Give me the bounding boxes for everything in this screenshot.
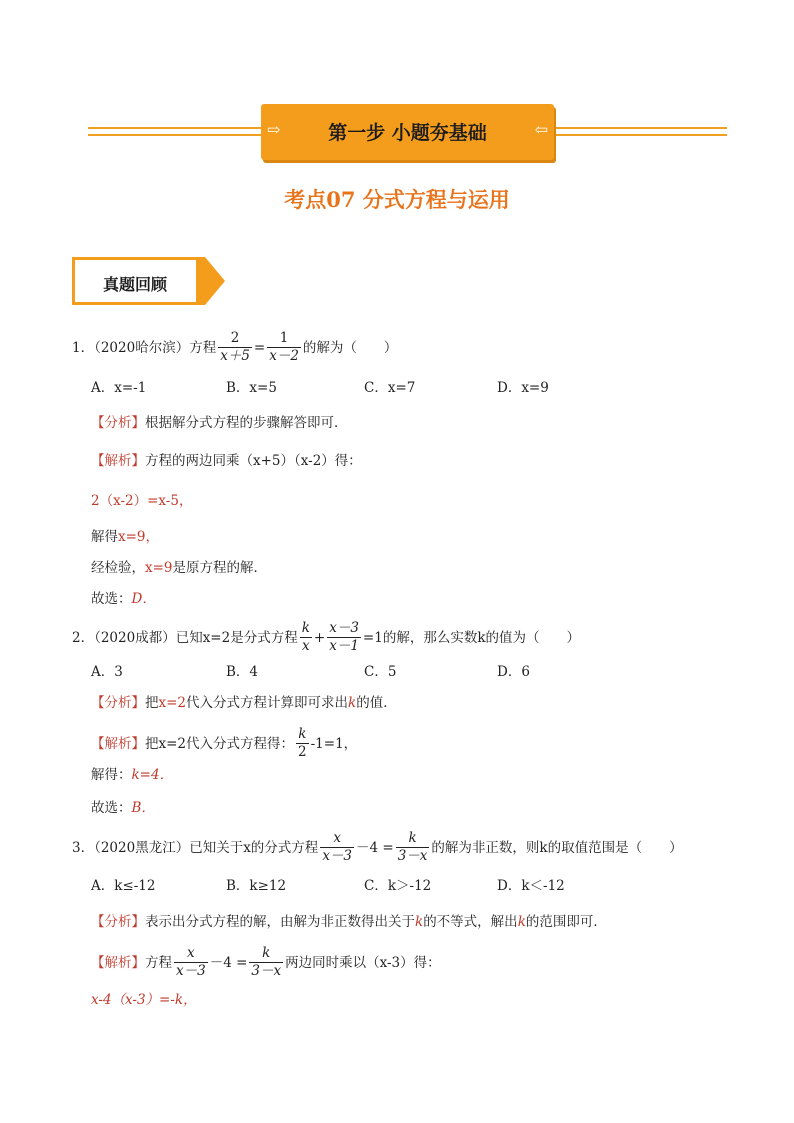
banner-rule-right-bottom	[554, 134, 727, 136]
section-tag-arrow-body	[196, 257, 205, 305]
q3-fraction-4: $\frac{k}{3-x}$	[251, 945, 282, 979]
q2-option-a: A．3	[91, 664, 123, 680]
q2-solution: 【解析】 把x=2代入分式方程得： $\frac{k}{2}$ -1=1，	[91, 726, 358, 760]
q3-option-a: A．k≤-12	[91, 878, 156, 894]
q1-option-d: D．x=9	[497, 380, 549, 396]
q2-step-1: 解得：k=4．	[91, 767, 174, 783]
step-banner	[261, 104, 554, 160]
arrow-left-icon: ⇦	[534, 120, 548, 139]
topic-title: 考点07 分式方程与运用	[284, 187, 510, 212]
q2-option-c: C．5	[364, 664, 397, 680]
section-tag-arrow-icon	[205, 257, 225, 305]
banner-rule-left-top	[88, 127, 261, 129]
q1-option-c: C．x=7	[364, 380, 416, 396]
q2-option-d: D．6	[497, 664, 530, 680]
q2-fraction-2: $\frac{x-3}{x-1}$	[329, 620, 359, 654]
q3-analysis: 【分析】表示出分式方程的解，由解为非正数得出关于k的不等式，解出k的范围即可．	[91, 914, 607, 930]
q1-step-2: 解得x=9，	[91, 529, 160, 545]
q3-fraction-1: $\frac{x}{x-3}$	[322, 830, 353, 864]
q3-stem: 3．（2020黑龙江）已知关于x的分式方程 $\frac{x}{x-3}$ －4 = $\frac{k}{3-x}$ 的解为非正数，则k的取值范围是（ ）	[72, 830, 683, 864]
banner-rule-right-top	[554, 127, 727, 129]
q1-fraction-1: $\frac{2}{x+5}$	[220, 330, 250, 364]
banner-title: 第一步 小题夯基础	[328, 122, 487, 144]
q1-step-3: 经检验，x=9是原方程的解．	[91, 560, 268, 576]
q1-fraction-2: $\frac{1}{x-2}$	[269, 330, 299, 364]
q1-analysis: 【分析】根据解分式方程的步骤解答即可．	[91, 415, 348, 431]
section-label: 真题回顾	[103, 275, 168, 294]
q1-step-1: 2（x-2）=x-5，	[91, 493, 193, 509]
q3-solution: 【解析】 方程 $\frac{x}{x-3}$ －4 = $\frac{k}{3-x}$ 两边同时乘以（x-3）得：	[91, 945, 441, 979]
banner-rule-left-bottom	[88, 134, 261, 136]
q2-answer: 故选：B．	[91, 800, 155, 816]
q2-fraction-3: $\frac{k}{2}$	[298, 726, 307, 760]
q3-fraction-3: $\frac{x}{x-3}$	[176, 945, 206, 979]
q1-stem: 1．（2020哈尔滨）方程 $\frac{2}{x+5}$ = $\frac{1}{x-2}$ 的解为（ ）	[72, 330, 398, 364]
q3-fraction-2: $\frac{k}{3-x}$	[397, 830, 428, 864]
q1-answer: 故选：D．	[91, 591, 156, 607]
q3-step-1: x-4（x-3）=-k，	[91, 992, 197, 1008]
q3-option-b: B．k≥12	[226, 878, 287, 894]
q1-option-a: A．x=-1	[91, 380, 147, 396]
q3-option-c: C．k＞-12	[364, 878, 432, 894]
arrow-right-icon: ⇨	[267, 120, 281, 139]
q3-option-d: D．k＜-12	[497, 878, 565, 894]
q2-fraction-1: $\frac{k}{x}$	[301, 620, 310, 654]
q2-analysis: 【分析】把x=2代入分式方程计算即可求出k的值．	[91, 695, 397, 711]
q2-option-b: B．4	[226, 664, 259, 680]
q1-option-b: B．x=5	[226, 380, 277, 396]
q1-solution: 【解析】方程的两边同乘（x+5）（x-2）得：	[91, 453, 362, 469]
q2-stem: 2．（2020成都）已知x=2是分式方程 $\frac{k}{x}$ + $\frac{x-3}{x-1}$ =1 的解，那么实数k的值为（ ）	[72, 620, 581, 654]
section-tag	[72, 257, 205, 305]
